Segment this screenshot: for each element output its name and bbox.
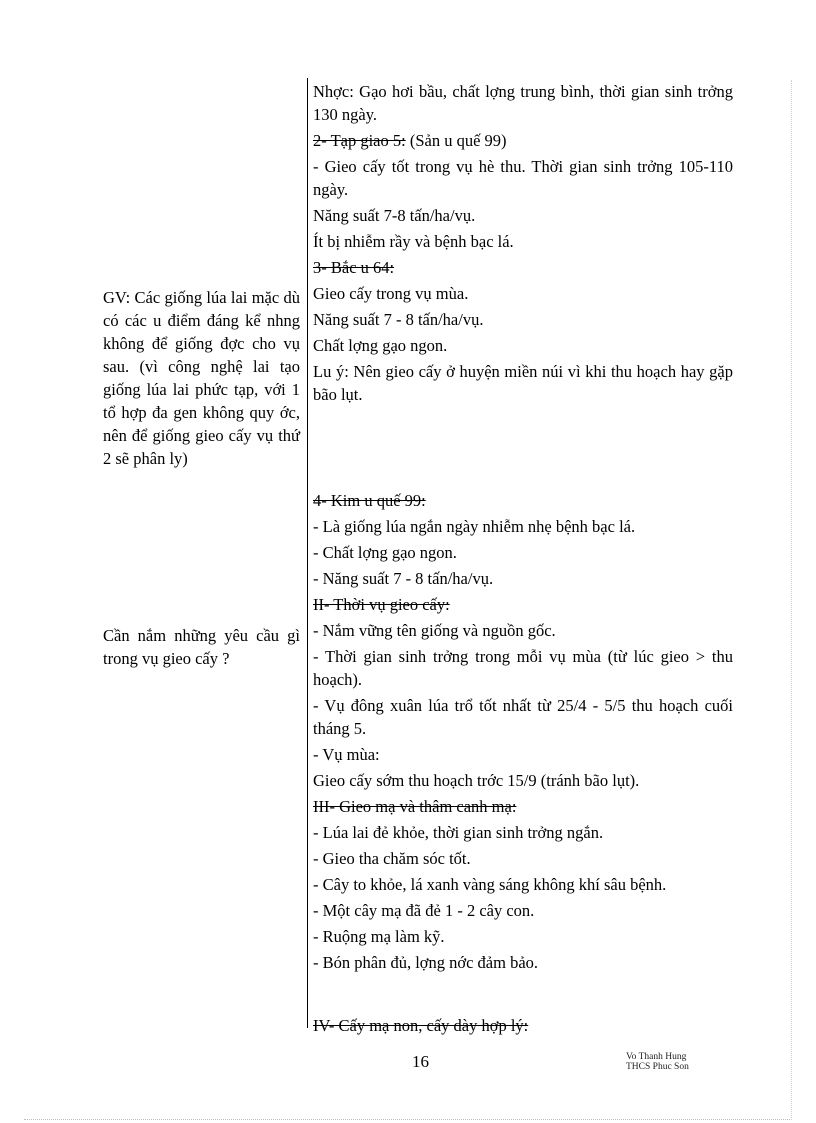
author-name: Vo Thanh Hung <box>626 1052 687 1062</box>
content-line: - Vụ mùa: <box>313 745 380 764</box>
teacher-note-text: GV: Các giống lúa lai mặc dù có các u điểm đáng kể nhng không để giống đợc cho vụ sau. (vì công nghệ lai tạo giống lúa lai phức tạp, với 1 tổ hợp đa gen không quy ớc, nên để giống gieo cấy vụ thứ 2 sẽ phân ly) <box>103 288 300 468</box>
content-line: Gieo cấy sớm thu hoạch trớc 15/9 (tránh bão lụt). <box>313 771 640 790</box>
content-line: Gieo cấy trong vụ mùa. <box>313 284 469 303</box>
content-line: - Ruộng mạ làm kỹ. <box>313 927 445 946</box>
content-line: - Lúa lai đẻ khỏe, thời gian sinh trởng ngắn. <box>313 823 604 842</box>
content-line: Năng suất 7-8 tấn/ha/vụ. <box>313 206 476 225</box>
content-line: - Năng suất 7 - 8 tấn/ha/vụ. <box>313 569 494 588</box>
author-school: THCS Phuc Son <box>626 1062 689 1072</box>
question-text: Cần nắm những yêu cầu gì trong vụ gieo cấy ? <box>103 626 300 668</box>
content-line: - Thời gian sinh trởng trong mỗi vụ mùa (từ lúc gieo > thu hoạch). <box>313 647 733 689</box>
content-line: - Một cây mạ đã đẻ 1 - 2 cây con. <box>313 901 535 920</box>
content-line: - Vụ đông xuân lúa trổ tốt nhất từ 25/4 - 5/5 thu hoạch cuối tháng 5. <box>313 696 733 738</box>
heading-text: 3- Bắc u 64: <box>313 258 395 277</box>
section-heading <box>313 256 733 279</box>
heading-text: 4- Kim u quế 99: <box>313 491 426 510</box>
section-heading <box>313 489 733 512</box>
section-heading <box>313 795 733 818</box>
heading-text: III- Gieo mạ và thâm canh mạ: <box>313 797 517 816</box>
content-line: - Chất lợng gạo ngon. <box>313 543 457 562</box>
content-line: Chất lợng gạo ngon. <box>313 336 448 355</box>
content-line: - Gieo tha chăm sóc tốt. <box>313 849 471 868</box>
section-heading <box>313 593 733 616</box>
footer-dotted-rule <box>24 1119 792 1120</box>
content-line: - Bón phân đủ, lợng nớc đảm bảo. <box>313 953 539 972</box>
content-line: Ít bị nhiễm rầy và bệnh bạc lá. <box>313 232 514 251</box>
side-dotted-rule <box>791 80 792 1120</box>
content-line: - Là giống lúa ngắn ngày nhiễm nhẹ bệnh bạc lá. <box>313 517 636 536</box>
content-column <box>313 80 733 1040</box>
content-line: - Nắm vững tên giống và nguồn gốc. <box>313 621 556 640</box>
column-divider <box>307 78 308 1028</box>
section-heading <box>313 1014 733 1037</box>
heading-suffix: (Sản u quế 99) <box>405 131 507 150</box>
author-stamp <box>626 1052 689 1072</box>
teacher-note <box>103 286 300 470</box>
content-line: Lu ý: Nên gieo cấy ở huyện miền núi vì khi thu hoạch hay gặp bão lụt. <box>313 362 733 404</box>
content-line: Năng suất 7 - 8 tấn/ha/vụ. <box>313 310 484 329</box>
section-heading <box>313 129 733 152</box>
heading-text: II- Thời vụ gieo cấy: <box>313 595 450 614</box>
page-number: 16 <box>412 1052 429 1071</box>
content-line: Nhợc: Gạo hơi bầu, chất lợng trung bình, thời gian sinh trởng 130 ngày. <box>313 82 733 124</box>
content-line: - Gieo cấy tốt trong vụ hè thu. Thời gian sinh trởng 105-110 ngày. <box>313 157 733 199</box>
content-line: - Cây to khỏe, lá xanh vàng sáng không khí sâu bệnh. <box>313 875 667 894</box>
heading-text: 2- Tạp giao 5: <box>313 131 406 150</box>
heading-text: IV- Cấy mạ non, cấy dày hợp lý: <box>313 1016 529 1035</box>
question-note <box>103 624 300 670</box>
